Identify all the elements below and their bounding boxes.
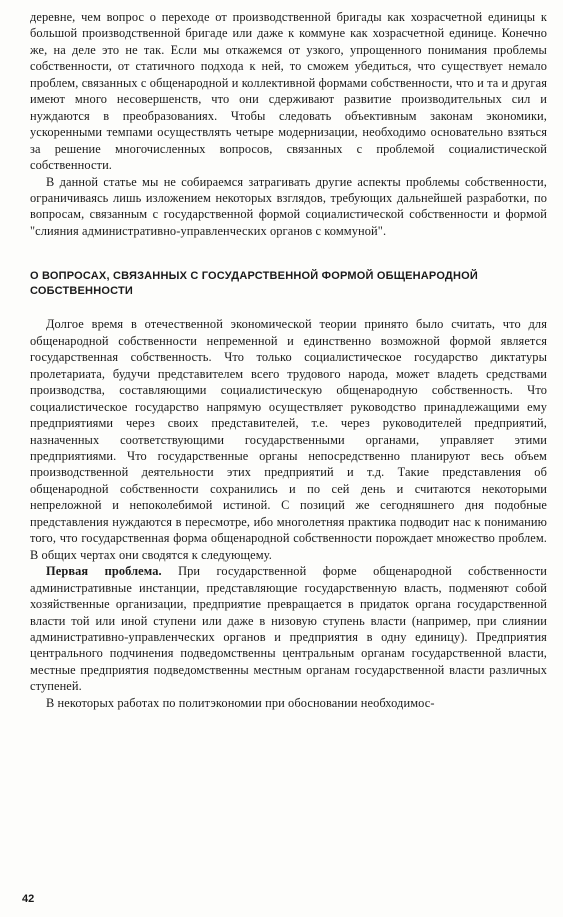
paragraph-4: [30, 563, 547, 695]
paragraph-5: В некоторых работах по политэкономии при обосновании необходимос-: [46, 695, 435, 710]
spacer: [30, 299, 547, 316]
page-number: 42: [22, 893, 35, 905]
paragraph-4-text: При государственной форме общенародной собственности административные инстанции, представляющие государственную власть, подменяют собой хозяйственные организации, предприятие превращается в придаток органа государственной власти той или иной ступени или даже в низовую ступень власти (например, при слиянии административно-управленческих органов и предприятия в одну единицу). Предприятия центрального подчинения подведомственны центральным органам государственной власти, местные предприятия подведомственны местным органам государственной власти различных ступеней.: [30, 564, 547, 694]
paragraph-4-lead: Первая проблема.: [46, 564, 162, 579]
paragraph-2: В данной статье мы не собираемся затрагивать другие аспекты проблемы собственности, ограничиваясь лишь изложением некоторых взглядов, требующих дальнейшей разработки, по вопросам, связанным с государственной формой социалистической собственности и формой "слияния административно-управленческих органов с коммуной".: [30, 174, 547, 238]
paragraph-1: деревне, чем вопрос о переходе от производственной бригады как хозрасчетной единицы к большой производственной бригаде или даже к коммуне как хозрасчетной единице. Конечно же, на деле это не так. Если мы откажемся от узкого, упрощенного понимания проблемы собственности, от статичного подхода к ней, то сможем убедиться, что существует немало проблем, связанных с общенародной и коллективной формами собственности, что и та и другая имеют много несовершенств, что они сдерживают развитие производительных сил и нуждаются в преобразованиях. Чтобы следовать объективным законам экономики, ускоренными темпами осуществлять четыре модернизации, необходимо основательно взяться за решение многочисленных вопросов, связанных с проблемой социалистической собственности.: [30, 10, 547, 173]
paragraph-3: Долгое время в отечественной экономической теории принято было считать, что для общенародной собственности непременной и единственно возможной формой является государственная собственность. Что только социалистическое государство диктатуры пролетариата, будучи представителем всего трудового народа, может владеть средствами производства, составляющими социалистическую общенародную собственность. Что социалистическое государство напрямую осуществляет руководство принадлежащими ему предприятиями через своих представителей, т.е. через руководителей предприятий, назначенных соответствующими государственными органами, управляет этими предприятиями. Что государственные органы непосредственно планируют весь объем производственной деятельности этих предприятий и т.д. Такие представления об общенародной собственности сохранились и по сей день и считаются некоторыми непреложной и непоколебимой истиной. С позиций же сегодняшнего дня подобные представления нуждаются в пересмотре, ибо многолетняя практика подводит нас к пониманию того, что государственная форма общенародной собственности порождает множество проблем. В общих чертах они сводятся к следующему.: [30, 317, 547, 562]
text-column: [30, 9, 547, 711]
section-heading: О ВОПРОСАХ, СВЯЗАННЫХ С ГОСУДАРСТВЕННОЙ ФОРМОЙ ОБЩЕНАРОДНОЙ СОБСТВЕННОСТИ: [30, 270, 478, 298]
spacer: [30, 239, 547, 269]
